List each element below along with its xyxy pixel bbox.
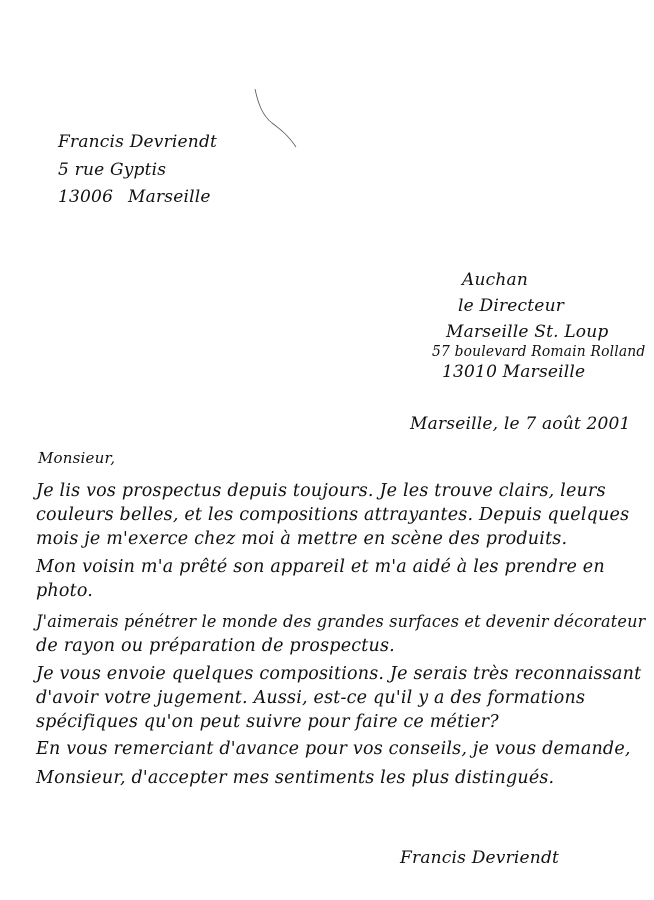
body-line: Je lis vos prospectus depuis toujours. Je les trouve clairs, leurs — [36, 481, 606, 501]
sender-street: 5 rue Gyptis — [58, 160, 167, 180]
place-date: Marseille, le 7 août 2001 — [410, 414, 631, 434]
body-line: d'avoir votre jugement. Aussi, est-ce qu'il y a des formations — [36, 688, 586, 708]
salutation: Monsieur, — [38, 449, 116, 467]
sender-name: Francis Devriendt — [58, 132, 218, 152]
body-line: mois je m'exerce chez moi à mettre en scène des produits. — [36, 529, 568, 549]
body-line: couleurs belles, et les compositions attrayantes. Depuis quelques — [36, 505, 630, 525]
recipient-city: 13010 Marseille — [442, 362, 586, 382]
recipient-company: Auchan — [462, 270, 528, 290]
body-line: photo. — [36, 581, 94, 601]
signature: Francis Devriendt — [400, 848, 560, 868]
sender-postcode: 13006 — [58, 187, 114, 207]
body-line: Je vous envoie quelques compositions. Je serais très reconnaissant — [36, 664, 642, 684]
recipient-title: le Directeur — [458, 296, 565, 316]
sender-city: Marseille — [128, 187, 211, 207]
stray-pen-mark — [250, 85, 310, 155]
recipient-branch: Marseille St. Loup — [446, 322, 609, 342]
body-line: Monsieur, d'accepter mes sentiments les plus distingués. — [36, 768, 555, 788]
recipient-street: 57 boulevard Romain Rolland — [432, 344, 646, 360]
body-line: spécifiques qu'on peut suivre pour faire ce métier? — [36, 712, 499, 732]
body-line: de rayon ou préparation de prospectus. — [36, 636, 395, 656]
body-line: Mon voisin m'a prêté son appareil et m'a aidé à les prendre en — [36, 557, 605, 577]
body-line: En vous remerciant d'avance pour vos conseils, je vous demande, — [36, 739, 631, 759]
body-line: J'aimerais pénétrer le monde des grandes surfaces et devenir décorateur — [36, 612, 646, 631]
